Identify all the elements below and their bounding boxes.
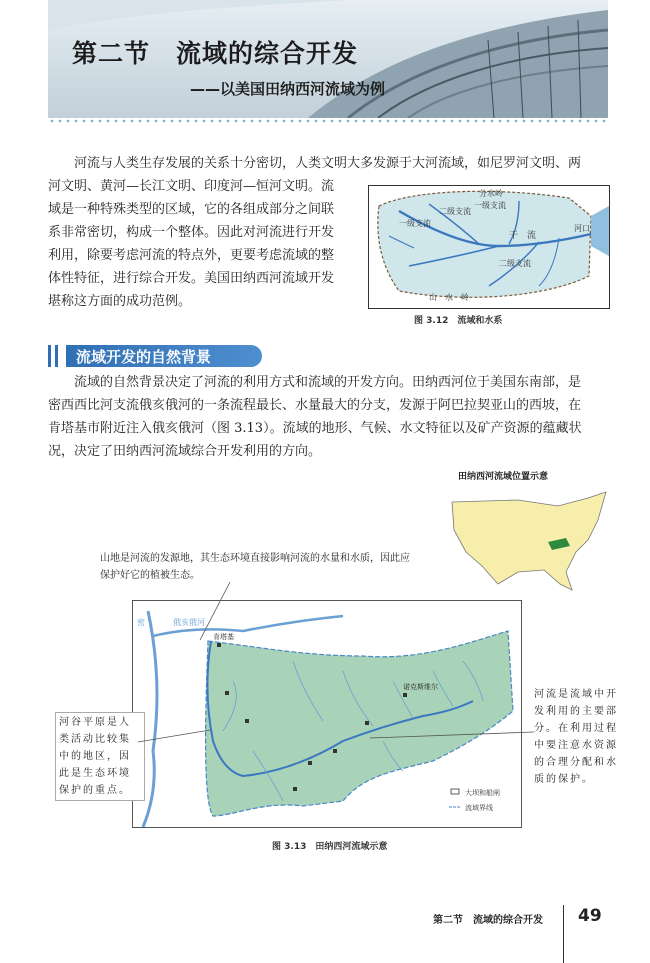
intro-line: 体性特征，进行综合开发。美国田纳西河流域开发 [48, 271, 335, 286]
label-mouth: 河口 [574, 224, 590, 233]
footer-divider [563, 905, 564, 963]
label-watershed: 分水岭 [479, 189, 503, 198]
river-label-mississippi: 密 [137, 618, 145, 627]
intro-line: 堪称这方面的成功范例。 [48, 294, 192, 309]
label-tributary-1b: 一级支流 [474, 201, 506, 210]
note-river: 河流是流域中开发利用的主要部分。在利用过程中要注意水资源的合理分配和水质的保护。 [534, 689, 618, 785]
label-tributary-1: 一级支流 [399, 219, 431, 228]
inset-map-title: 田纳西河流域位置示意 [458, 472, 549, 482]
place-kentucky: 肯塔基 [213, 633, 234, 641]
note-mountain: 山地是河流的发源地，其生态环境直接影响河流的水量和水质，因此应保护好它的植被生态。 [100, 553, 410, 581]
label-tributary-2b: 二级支流 [499, 259, 531, 268]
label-tributary-2: 二级支流 [439, 207, 471, 216]
heading-text: 流域开发的自然背景 [76, 348, 212, 366]
page-number: 49 [578, 906, 602, 926]
intro-line: 河文明、黄河—长江文明、印度河—恒河文明。流 [48, 179, 335, 194]
figure-caption-3-12: 图 3.12 流域和水系 [414, 316, 503, 326]
section-subtitle: ——以美国田纳西河流域为例 [190, 80, 386, 98]
place-knoxville: 诺克斯维尔 [403, 683, 438, 691]
intro-line: 系非常密切，构成一个整体。因此对河流进行开发 [48, 225, 335, 240]
river-label-ohio: 俄亥俄河 [173, 618, 205, 627]
intro-line: 河流与人类生存发展的关系十分密切，人类文明大多发源于大河流域，如尼罗河文明、两 [74, 156, 582, 171]
label-ridge: 山 水 岭 [429, 293, 469, 302]
section-title: 第二节 流域的综合开发 [72, 39, 359, 68]
intro-line: 域是一种特殊类型的区域，它的各组成部分之间联 [48, 202, 335, 217]
body-line: 密西西比河支流俄亥俄河的一条流程最长、水量最大的分支，发源于阿巴拉契亚山的西坡，在 [48, 398, 582, 413]
body-line: 况，决定了田纳西河流域综合开发利用的方向。 [48, 444, 322, 459]
body-line: 肯塔基市附近注入俄亥俄河（图 3.13）。流域的地形、气候、水文特征以及矿产资源的蕴藏状 [48, 421, 582, 436]
legend-boundary: 流域界线 [465, 804, 493, 812]
body-line: 流域的自然背景决定了河流的利用方式和流域的开发方向。田纳西河位于美国东南部，是 [74, 375, 582, 390]
legend-dam: 大坝和船闸 [465, 789, 500, 797]
note-valley: 河谷平原是人类活动比较集中的地区，因此是生态环境保护的重点。 [55, 712, 145, 801]
figure-caption-3-13: 图 3.13 田纳西河流域示意 [272, 842, 388, 852]
label-mainstream: 干 流 [509, 231, 537, 241]
intro-line: 利用，除要考虑河流的特点外，更要考虑流域的整 [48, 248, 335, 263]
footer-section-name: 第二节 流域的综合开发 [433, 915, 543, 926]
